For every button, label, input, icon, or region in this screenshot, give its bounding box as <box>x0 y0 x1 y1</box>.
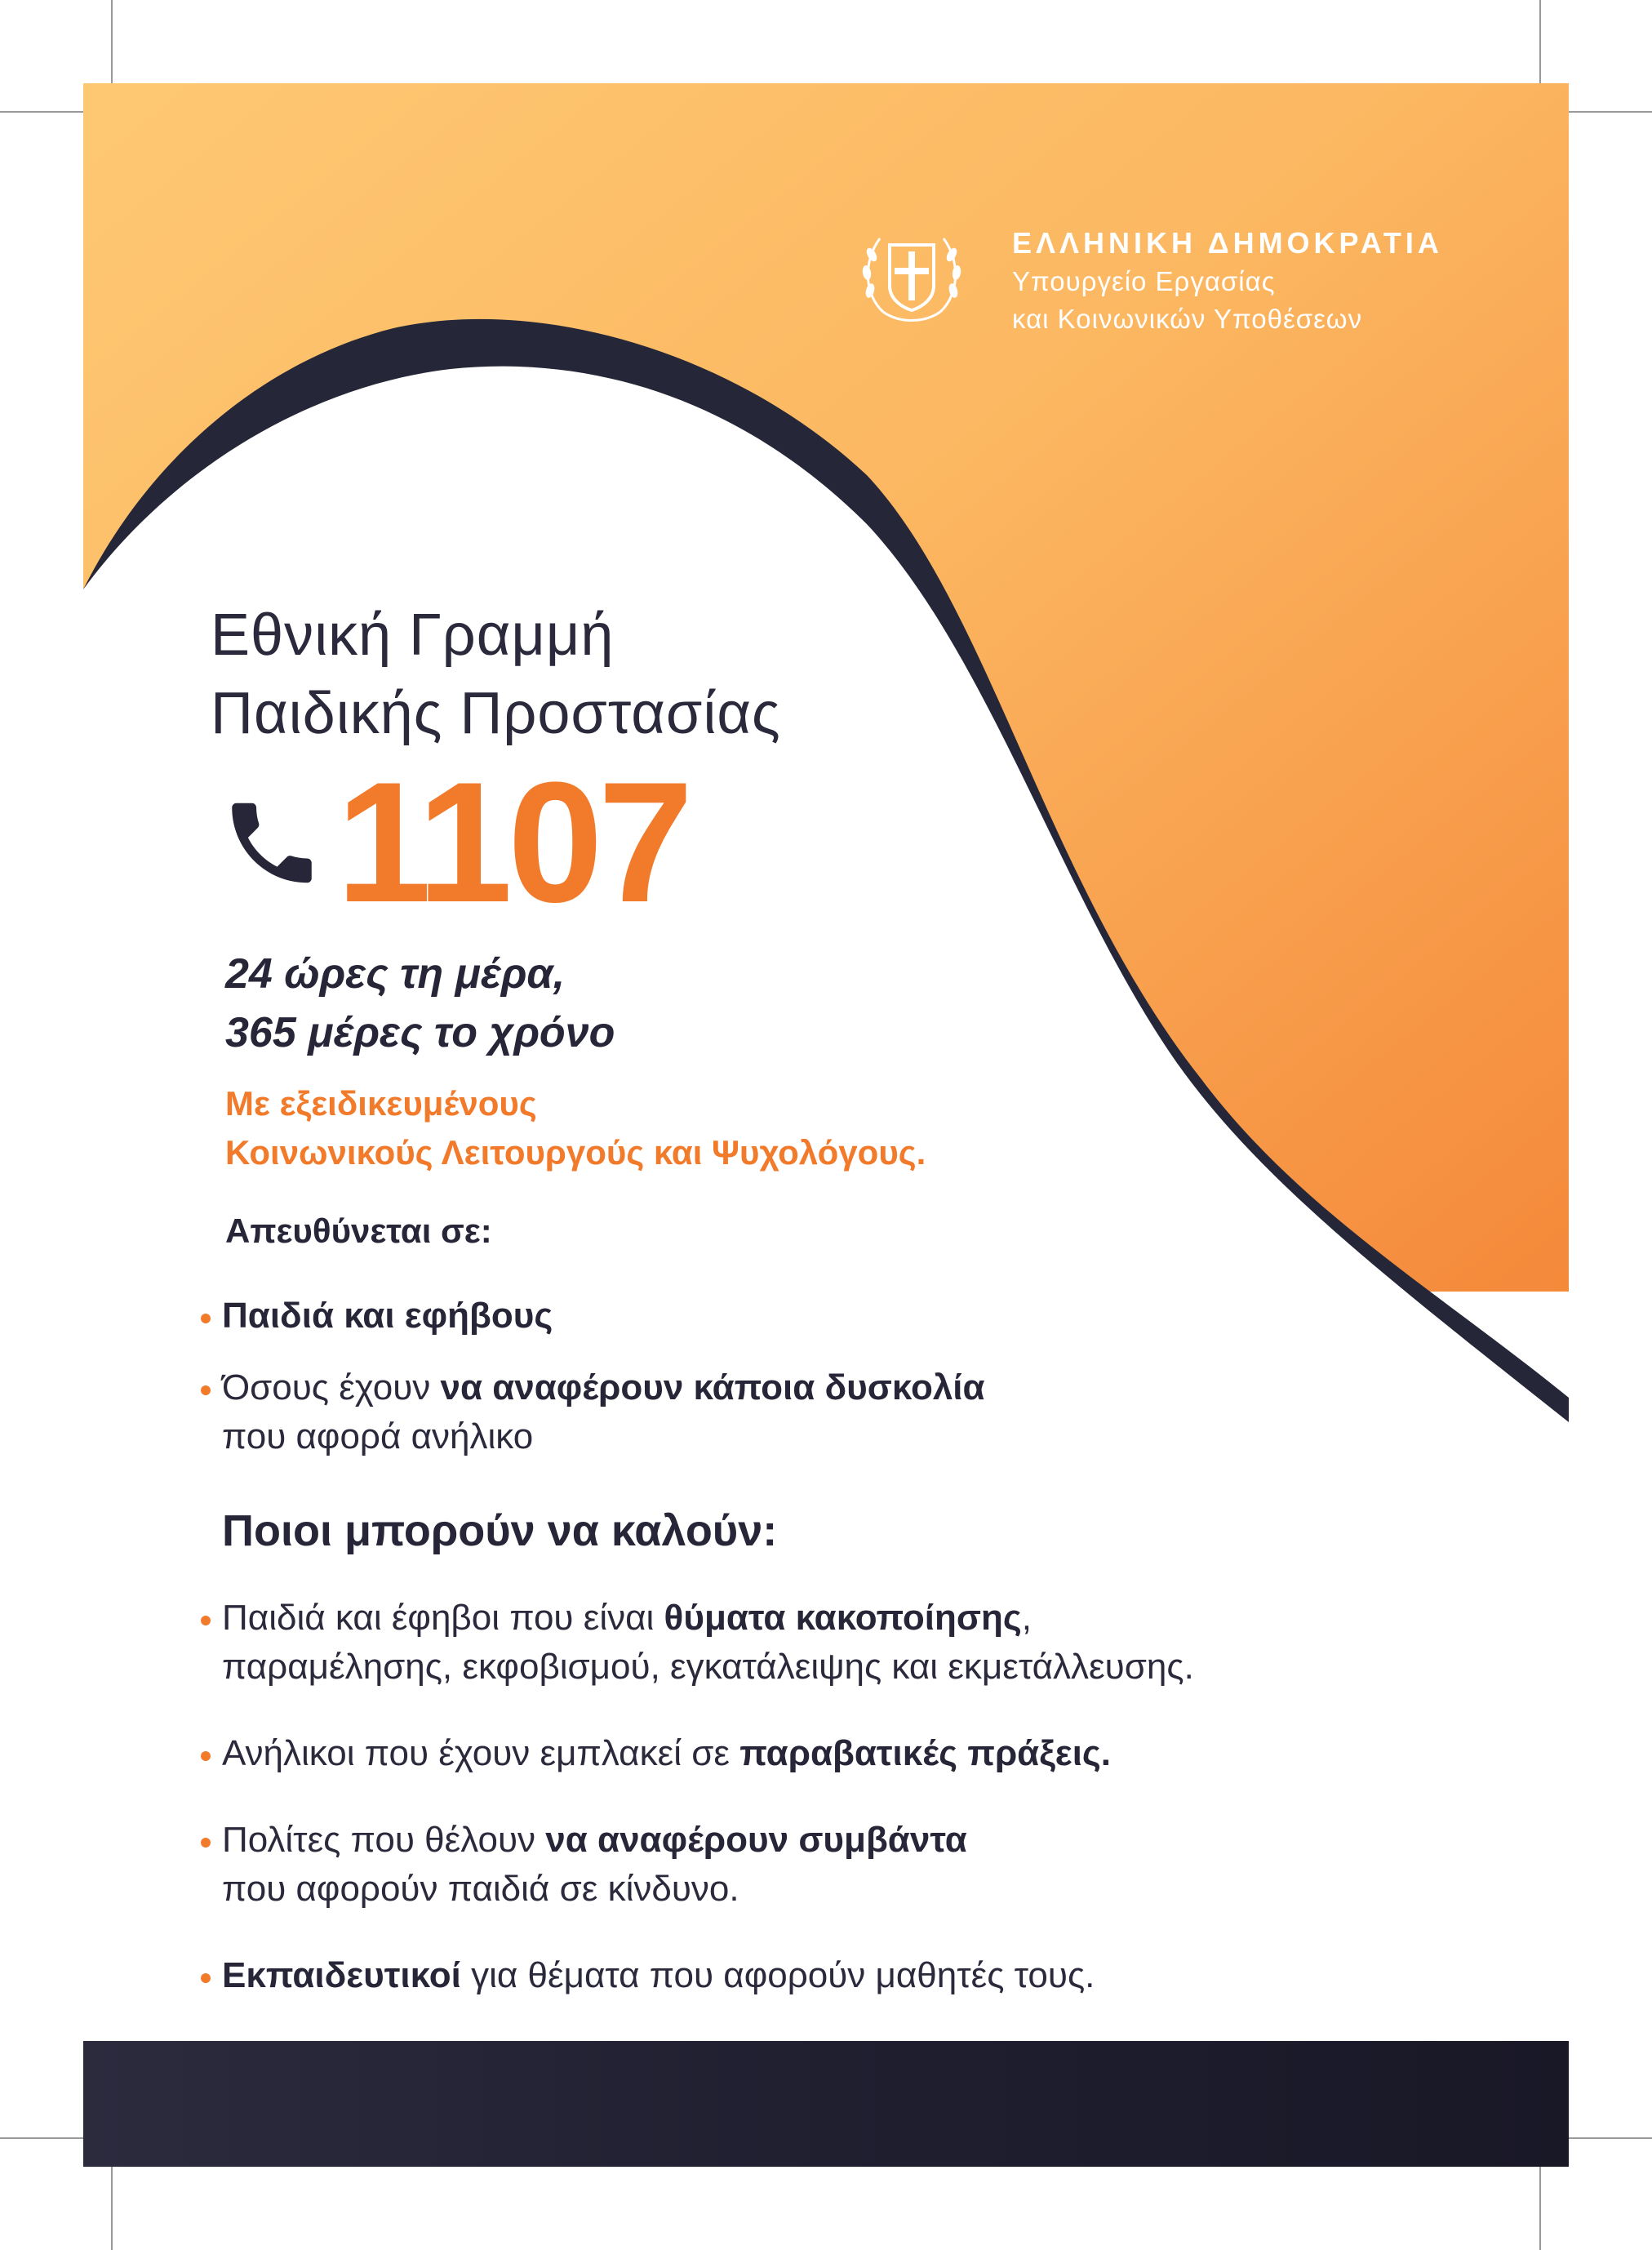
item-text: , <box>1021 1598 1032 1638</box>
item-text: Όσους έχουν <box>222 1367 441 1407</box>
experts-text <box>225 1079 926 1177</box>
item-text: παραμέλησης, εκφοβισμού, εγκατάλειψης και εκμετάλλευσης. <box>222 1647 1194 1687</box>
who-can-call-list <box>222 1594 1194 2000</box>
footer-bar <box>83 2041 1569 2167</box>
availability-line1: 24 ώρες τη μέρα, <box>225 950 566 998</box>
page-title <box>211 596 781 753</box>
bullet-icon <box>201 1616 211 1625</box>
item-bold: να αναφέρουν συμβάντα <box>545 1820 967 1860</box>
item-text: που αφορούν παιδιά σε κίνδυνο. <box>222 1869 739 1909</box>
addressed-list <box>222 1292 985 1484</box>
bullet-icon <box>201 1973 211 1983</box>
greek-coat-of-arms-icon <box>850 214 973 336</box>
crop-mark <box>0 111 83 113</box>
title-line2: Παιδικής Προστασίας <box>211 681 781 746</box>
crop-mark <box>111 2167 113 2250</box>
bullet-icon <box>201 1385 211 1395</box>
ministry-name-line2: και Κοινωνικών Υποθέσεων <box>1012 304 1363 334</box>
item-bold: Παιδιά και εφήβους <box>222 1296 553 1336</box>
item-text: Ανήλικοι που έχουν εμπλακεί σε <box>222 1733 740 1773</box>
bullet-icon <box>201 1751 211 1761</box>
poster <box>83 83 1569 2167</box>
experts-line1: Με εξειδικευμένους <box>225 1084 537 1123</box>
list-item <box>222 1594 1194 1692</box>
title-line1: Εθνική Γραμμή <box>211 603 615 668</box>
hotline <box>219 746 689 938</box>
crop-mark <box>1569 2137 1652 2139</box>
experts-line2: Κοινωνικούς Λειτουργούς και Ψυχολόγους. <box>225 1133 926 1172</box>
ministry-name-line1: Υπουργείο Εργασίας <box>1012 266 1276 296</box>
crop-mark <box>1539 0 1541 83</box>
availability-line2: 365 μέρες το χρόνο <box>225 1009 615 1056</box>
bullet-icon <box>201 1314 211 1323</box>
country-name: ΕΛΛΗΝΙΚΗ ΔΗΜΟΚΡΑΤΙΑ <box>1012 226 1443 260</box>
crop-mark <box>0 2137 83 2139</box>
item-bold: να αναφέρουν κάποια δυσκολία <box>440 1367 985 1407</box>
list-item <box>222 1292 985 1341</box>
item-bold: θύματα κακοποίησης <box>664 1598 1022 1638</box>
list-item <box>222 1363 985 1461</box>
list-item <box>222 1951 1194 2000</box>
list-item <box>222 1816 1194 1914</box>
availability <box>225 945 615 1062</box>
who-can-call-heading: Ποιοι μπορούν να καλούν: <box>222 1506 778 1555</box>
ministry-logo <box>850 214 1443 338</box>
crop-mark <box>111 0 113 83</box>
bullet-icon <box>201 1838 211 1848</box>
item-text: Πολίτες που θέλουν <box>222 1820 546 1860</box>
crop-mark <box>1569 111 1652 113</box>
ministry-text <box>1012 224 1443 338</box>
hotline-number: 1107 <box>336 746 689 938</box>
item-text: για θέματα που αφορούν μαθητές τους. <box>460 1955 1095 1995</box>
item-text: Παιδιά και έφηβοι που είναι <box>222 1598 664 1638</box>
list-item <box>222 1729 1194 1778</box>
item-text: που αφορά ανήλικο <box>222 1416 534 1456</box>
addressed-heading: Απευθύνεται σε: <box>225 1212 492 1250</box>
phone-icon <box>219 788 325 898</box>
item-bold: Εκπαιδευτικοί <box>222 1955 461 1995</box>
item-bold: παραβατικές πράξεις. <box>739 1733 1112 1773</box>
crop-mark <box>1539 2167 1541 2250</box>
